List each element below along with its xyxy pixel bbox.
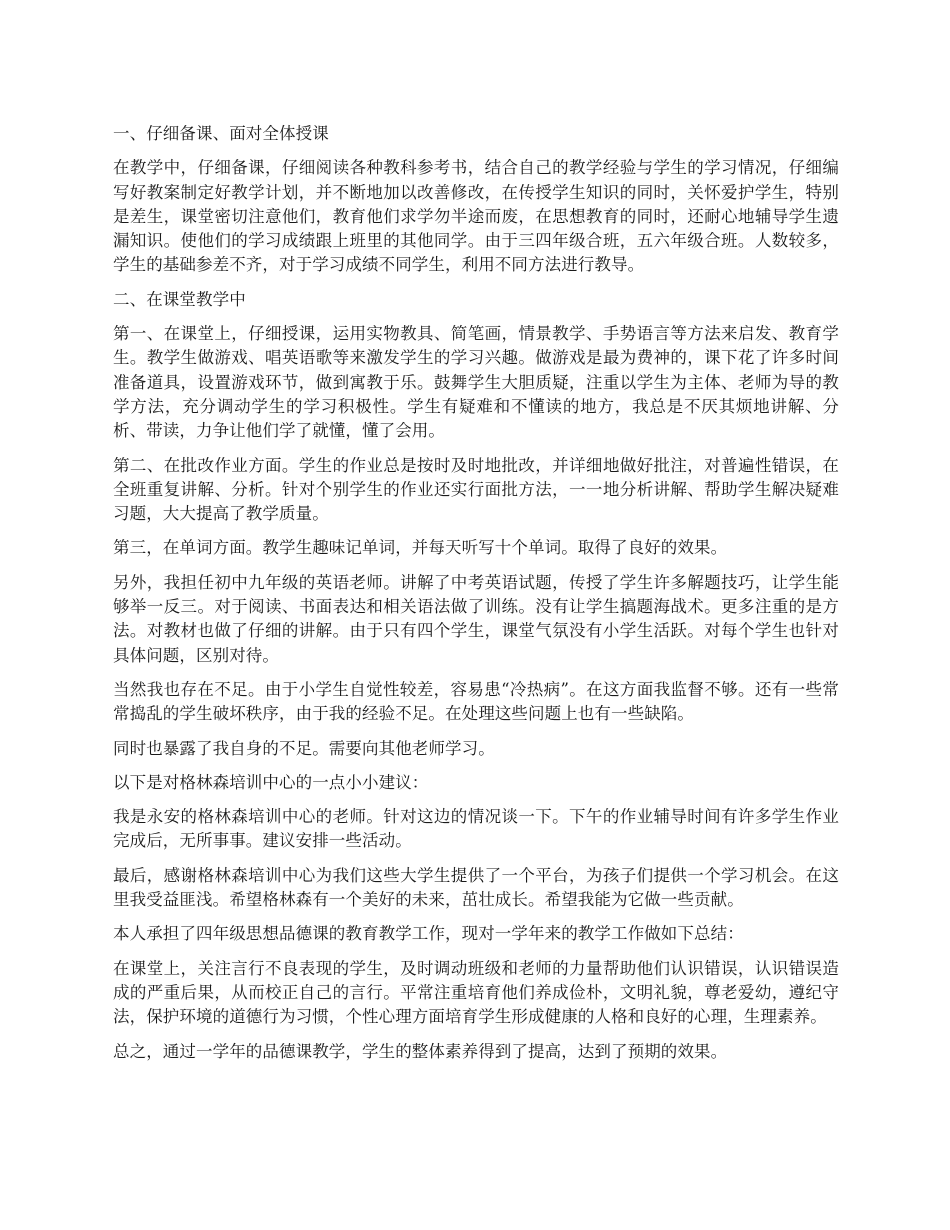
paragraph-self-reflection: 同时也暴露了我自身的不足。需要向其他老师学习。 — [113, 738, 495, 758]
section-heading-1: 一、仔细备课、面对全体授课 — [113, 124, 329, 143]
paragraph-conclusion: 总之，通过一学年的品德课教学，学生的整体素养得到了提高，达到了预期的效果。 — [113, 1041, 728, 1061]
paragraph-suggestions-intro: 以下是对格林森培训中心的一点小小建议： — [113, 772, 429, 792]
paragraph-vocabulary: 第三，在单词方面。教学生趣味记单词，并每天听写十个单词。取得了良好的效果。 — [113, 538, 728, 558]
paragraph-thanks: 最后，感谢格林森培训中心为我们这些大学生提供了一个平台，为孩子们提供一个学习机会。在这里我受益匪浅。希望格林森有一个美好的未来，茁壮成长。希望我能为它做一些贡献。 — [113, 865, 839, 910]
paragraph-grade-nine-english: 另外，我担任初中九年级的英语老师。讲解了中考英语试题，传授了学生许多解题技巧，让学生能够举一反三。对于阅读、书面表达和相关语法做了训练。没有让学生搞题海战术。更多注重的是方法。对教材也做了仔细的讲解。由于只有四个学生，课堂气氛没有小学生活跃。对每个学生也针对具体问题，区别对待。 — [113, 572, 839, 665]
section-heading-2: 二、在课堂教学中 — [113, 289, 246, 309]
paragraph-classroom-teaching: 第一、在课堂上，仔细授课，运用实物教具、简笔画，情景教学、手势语言等方法来启发、教育学生。教学生做游戏、唱英语歌等来激发学生的学习兴趣。做游戏是最为费神的，课下花了许多时间准备道具，设置游戏环节，做到寓教于乐。鼓舞学生大胆质疑，注重以学生为主体、老师为导的教学方法，充分调动学生的学习积极性。学生有疑难和不懂读的地方，我总是不厌其烦地讲解、分析、带读，力争让他们学了就懂，懂了会用。 — [113, 324, 839, 441]
paragraph-shortcomings: 当然我也存在不足。由于小学生自觉性较差，容易患“冷热病”。在这方面我监督不够。还有一些常常捣乱的学生破坏秩序，由于我的经验不足。在处理这些问题上也有一些缺陷。 — [113, 679, 839, 724]
document-body — [113, 122, 839, 1074]
paragraph-moral-education-intro: 本人承担了四年级思想品德课的教育教学工作，现对一学年来的教学工作做如下总结： — [113, 924, 744, 944]
paragraph-moral-education-classroom: 在课堂上，关注言行不良表现的学生，及时调动班级和老师的力量帮助他们认识错误，认识错误造成的严重后果，从而校正自己的言行。平常注重培育他们养成俭朴，文明礼貌，尊老爱幼，遵纪守法，保护环境的道德行为习惯，个性心理方面培育学生形成健康的人格和良好的心理，生理素养。 — [113, 958, 839, 1027]
paragraph-lesson-preparation: 在教学中，仔细备课，仔细阅读各种教科参考书，结合自己的教学经验与学生的学习情况，仔细编写好教案制定好教学计划，并不断地加以改善修改，在传授学生知识的同时，关怀爱护学生，特别是差生，课堂密切注意他们，教育他们求学勿半途而废，在思想教育的同时，还耐心地辅导学生遗漏知识。使他们的学习成绩跟上班里的其他同学。由于三四年级合班，五六年级合班。人数较多，学生的基础参差不齐，对于学习成绩不同学生，利用不同方法进行教导。 — [113, 158, 839, 275]
paragraph-homework-grading: 第二、在批改作业方面。学生的作业总是按时及时地批改，并详细地做好批注，对普遍性错误，在全班重复讲解、分析。针对个别学生的作业还实行面批方法，一一地分析讲解、帮助学生解决疑难习题，大大提高了教学质量。 — [113, 455, 839, 524]
paragraph-suggestion: 我是永安的格林森培训中心的老师。针对这边的情况谈一下。下午的作业辅导时间有许多学生作业完成后，无所事事。建议安排一些活动。 — [113, 807, 839, 851]
